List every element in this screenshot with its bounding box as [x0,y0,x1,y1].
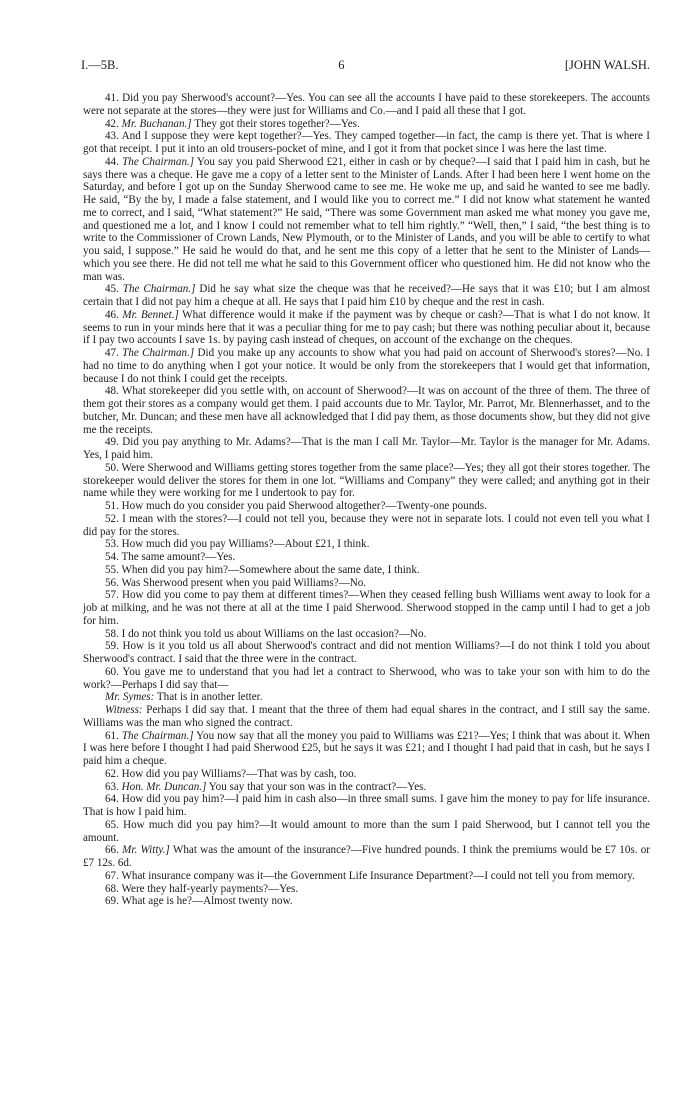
transcript-paragraph [83,118,650,131]
question-number: 44. [105,155,119,168]
transcript-paragraph [83,156,650,284]
question-number: 52. [105,512,119,525]
transcript-paragraph [83,640,650,666]
question-number: 59. [105,640,119,653]
question-number: 61. [105,729,119,742]
running-header [81,58,650,72]
question-number: 66. [105,844,119,857]
speaker-label: Mr. Symes: [105,691,155,704]
paragraph-text: What insurance company was it—the Government Life Insurance Department?—I could not tell you from memory. [121,869,635,882]
question-number: 53. [105,538,119,551]
transcript-paragraph [83,283,650,309]
speaker-label: Witness: [105,704,143,716]
transcript-paragraph [83,385,650,436]
transcript-paragraph [83,704,650,730]
paragraph-text: How much did you pay Williams?—About £21, I think. [121,538,370,551]
paragraph-text: Did you make up any accounts to show what you had paid on account of Sherwood's stores?—No. I had no time to do anything when I got your notice. It would be only from the storekeepers that I would get that information, because I do not think I could get the receipts. [83,347,650,385]
transcript-paragraph [83,92,650,118]
transcript-paragraph [83,870,650,883]
paragraph-text: I do not think you told us about Williams on the last occasion?—No. [121,627,427,640]
question-number: 62. [105,767,119,780]
transcript-paragraph [83,436,650,462]
witness-name: [JOHN WALSH. [564,58,650,72]
question-number: 48. [105,385,119,398]
question-number: 68. [105,882,119,895]
question-number: 65. [105,818,119,831]
transcript-paragraph [83,347,650,385]
paragraph-text: How much do you consider you paid Sherwood altogether?—Twenty-one pounds. [121,500,487,512]
paragraph-text: The same amount?—Yes. [121,551,236,563]
transcript-paragraph [83,564,650,577]
paragraph-text: How did you come to pay them at different times?—When they ceased felling bush Williams went away to look for a job at milking, and he was not there at all at the time I paid Sherwood. Sherwood stopped in the camp until I had to get a job for him. [83,589,650,627]
transcript-paragraph [83,781,650,794]
question-number: 57. [105,589,119,602]
speaker-label: Mr. Witty.] [122,844,170,857]
paragraph-text: What storekeeper did you settle with, on account of Sherwood?—It was on account of the three of them. The three of them got their stores as a company would get them. I paid accounts due to Mr. Taylor, Mr. Parrot, Mr. Blennerhasset, and to the butcher, Mr. Duncan; and these men have all acknowledged that I did pay them, as those documents show, but they did not give me the receipts. [83,385,650,436]
paragraph-text: You now say that all the money you paid to Williams was £21?—Yes; I think that was about it. When I was here before I thought I had paid Sherwood £25, but he says it was £21; and I thought I had paid that in cash, but he says I paid him a cheque. [83,729,650,767]
transcript-paragraph [83,500,650,513]
paragraph-text: Did he say what size the cheque was that he received?—He says that it was £10; but I am almost certain that I did not pay him a cheque at all. He says that I paid him £10 by cheque and the rest in cash. [83,283,650,308]
transcript-paragraph [83,793,650,819]
question-number: 45. [105,283,119,296]
question-number: 69. [105,895,119,908]
paragraph-text: How much did you pay him?—It would amount to more than the sum I paid Sherwood, but I cannot tell you the amount. [83,818,650,844]
transcript-paragraph [83,628,650,641]
paragraph-text: And I suppose they were kept together?—Yes. They camped together—in fact, the camp is there yet. That is where I got that receipt. I put it into an old trousers-pocket of mine, and I got it from that pocket since I was here the last time. [83,130,650,155]
paper-reference: I.—5B. [81,58,119,72]
paragraph-text: That is in another letter. [156,691,263,704]
paragraph-text: What difference would it make if the payment was by cheque or cash?—That is what I do not know. It seems to run in your minds here that it was a peculiar thing for me to pay cash; but there was nothing peculiar about it, because if I pay two accounts I save 1s. by paying cash instead of cheques, on account of the exchange on the cheques. [83,308,650,347]
transcript-paragraph [83,819,650,845]
transcript-paragraph [83,577,650,590]
transcript-paragraph [83,768,650,781]
speaker-label: The Chairman.] [122,347,195,359]
paragraph-text: What was the amount of the insurance?—Five hundred pounds. I think the premiums would be £7 10s. or £7 12s. 6d. [83,844,650,869]
transcript-paragraph [83,895,650,908]
transcript-paragraph [83,309,650,347]
speaker-label: The Chairman.] [122,283,196,296]
transcript-paragraph [83,589,650,627]
question-number: 56. [105,576,119,589]
paragraph-text: You say you paid Sherwood £21, either in cash or by cheque?—I said that I paid him in cash, but he says there was a cheque. He gave me a copy of a letter sent to the Minister of Lands. After I had been here I went home on the Saturday, and before I got up on the Sunday Sherwood came to see me. He woke me up, and said he wanted to see me badly. He said, “By the by, I made a false statement, and I would like you to correct me.” I did not know what statement he wanted me to correct, and I said, “What statement?” He said, “There was some Government man asked me what money you gave me, and questioned me a lot, and I know I could not remember what to tell him rightly.” “Well, then,” I said, “the best thing is to write to the Commissioner of Crown Lands, New Plymouth, or to the Minister of Lands, and you will be able to certify to what you said, I suppose.” He said he would do that, and he sent me this copy of a letter that he sent to the Minister of Lands—which you see there. He did not tell me what he said to this Government officer who questioned him. He did not know who the man was. [83,155,650,283]
paragraph-text: I mean with the stores?—I could not tell you, because they were not in separate lots. I could not even tell you what I did pay for the stores. [83,512,650,538]
question-number: 47. [105,347,119,359]
paragraph-text: When did you pay him?—Somewhere about the same date, I think. [121,563,420,576]
paragraph-text: Were Sherwood and Williams getting stores together from the same place?—Yes; they all got their stores together. The storekeeper would deliver the stores for them in one lot. “Williams and Company” they were called; and anything got in their name while they were working for me I undertook to pay for. [83,461,651,500]
paragraph-text: Did you pay Sherwood's account?—Yes. You can see all the accounts I have paid to these storekeepers. The accounts were not separate at the stores—they were just for Williams and Co.—and I paid all these that I got. [83,92,651,117]
paragraph-text: How did you pay Williams?—That was by cash, too. [121,767,357,780]
transcript-paragraph [83,730,650,768]
transcript-paragraph [83,538,650,551]
paragraph-text: You gave me to understand that you had let a contract to Sherwood, who was to take your son with him to do the work?—Perhaps I did say that— [83,665,650,691]
transcript-paragraph [83,883,650,896]
question-number: 41. [105,92,119,104]
question-number: 63. [105,780,119,793]
speaker-label: Mr. Bennet.] [122,308,179,321]
paragraph-text: What age is he?—Almost twenty now. [121,895,293,908]
question-number: 54. [105,551,119,563]
paragraph-text: How is it you told us all about Sherwood's contract and did not mention Williams?—I do not think I told you about Sherwood's contract. I said that the three were in the contract. [83,640,650,665]
transcript-paragraph [83,666,650,692]
transcript-paragraph [83,844,650,870]
question-number: 49. [105,436,119,449]
speaker-label: Mr. Buchanan.] [121,117,192,130]
paragraph-text: Were they half-yearly payments?—Yes. [121,882,299,895]
question-number: 58. [105,627,119,640]
speaker-label: Hon. Mr. Duncan.] [121,780,207,793]
transcript-paragraph [83,462,650,500]
question-number: 46. [105,308,119,321]
question-number: 55. [105,563,119,576]
question-number: 64. [105,793,119,806]
transcript-paragraph [83,691,650,704]
speaker-label: The Chairman.] [122,155,195,168]
paragraph-text: Was Sherwood present when you paid Williams?—No. [121,576,367,589]
question-number: 42. [105,117,119,130]
paragraph-text: They got their stores together?—Yes. [194,117,360,130]
question-number: 60. [105,665,119,678]
transcript-paragraph [83,551,650,564]
paragraph-text: You say that your son was in the contract?—Yes. [208,780,427,793]
question-number: 50. [105,461,119,474]
page-number: 6 [338,58,346,72]
question-number: 67. [105,869,119,882]
transcript-paragraph [83,130,650,156]
speaker-label: The Chairman.] [121,729,194,742]
question-number: 51. [105,500,119,512]
paragraph-text: Perhaps I did say that. I meant that the three of them had equal shares in the contract, and I still say the same. Williams was the man who signed the contract. [83,704,650,729]
transcript-body [83,92,650,908]
question-number: 43. [105,130,119,143]
paragraph-text: How did you pay him?—I paid him in cash also—in three small sums. I gave him the money to pay for life insurance. That is how I paid him. [83,793,650,818]
transcript-paragraph [83,513,650,539]
paragraph-text: Did you pay anything to Mr. Adams?—That is the man I call Mr. Taylor—Mr. Taylor is the manager for Mr. Adams. Yes, I paid him. [83,436,650,461]
